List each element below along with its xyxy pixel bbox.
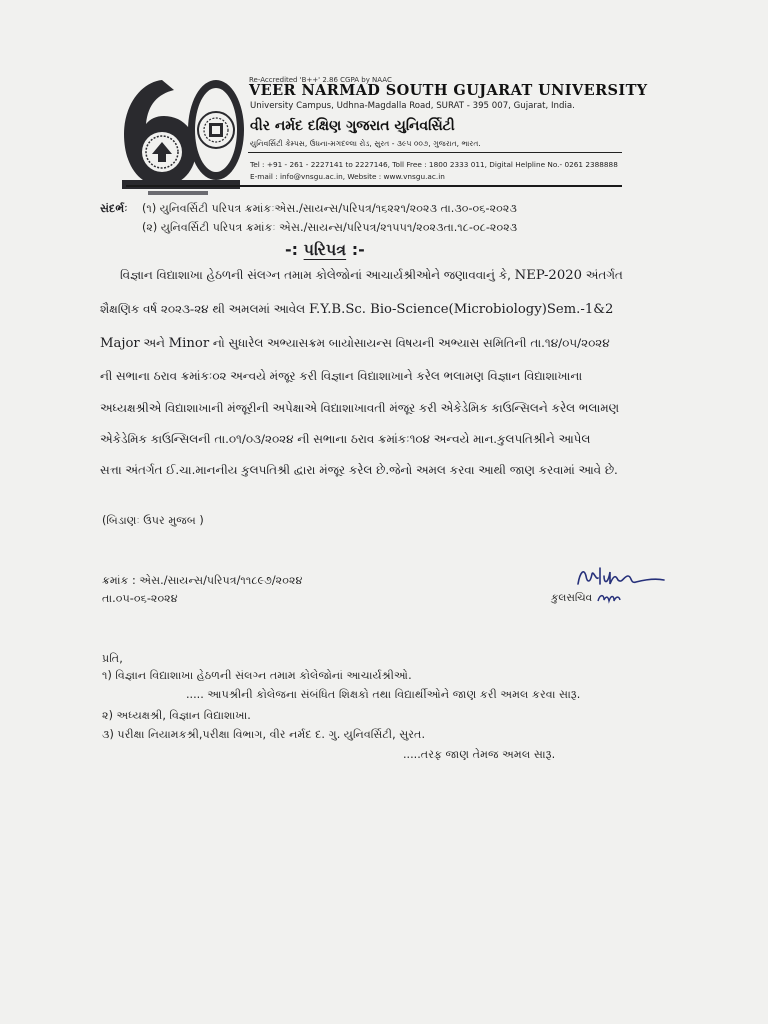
reference-label: સંદર્ભઃ [100,202,128,215]
body-line-3 [100,336,610,351]
title-text: પરિપત્ર [303,240,347,259]
recipient-1-note: ..... આપશ્રીની કોલેજના સંબંધિત શિક્ષકો તથા વિદ્યાર્થીઓને જાણ કરી અમલ કરવા સારૂ. [186,688,581,701]
registrar-signature [574,562,668,592]
order-date: તા.૦૫-૦૬-૨૦૨૪ [102,592,178,605]
body-line-2 [100,302,613,317]
body-line-1 [120,268,623,283]
body-line-4: ની સભાના ઠરાવ ક્રમાંકઃ૦૨ અન્વયે મંજૂર કરી વિજ્ઞાન વિદ્યાશાખાને કરેલ ભલામણ વિજ્ઞાન વિદ્યાશાખાના [100,369,583,383]
initials-mark [596,592,622,604]
university-60-years-logo [118,70,246,198]
body-text: F.Y.B.Sc. Bio-Science(Microbiology)Sem.-1&2 [308,302,614,317]
accreditation-text: Re-Accredited 'B++' 2.86 CGPA by NAAC [249,76,392,84]
body-text: નો સુધારેલ અભ્યાસક્રમ બાયોસાયન્સ વિષયની અભ્યાસ સમિતિની તા.૧૪/૦૫/૨૦૨૪ [212,336,610,350]
body-line-6: એકેડેમિક કાઉન્સિલની તા.૦૧/૦૩/૨૦૨૪ ની સભાના ઠરાવ ક્રમાંકઃ૧૦૪ અન્વયે માન.કુલપતિશ્રીને આપેલ [100,432,591,446]
recipient-3: ૩) પરીક્ષા નિયામકશ્રી,પરીક્ષા વિભાગ, વીર નર્મદ દ. ગુ. યુનિવર્સિટી, સુરત. [102,728,426,741]
contact-phone: Tel : +91 - 261 - 2227141 to 2227146, Toll Free : 1800 2333 011, Digital Helpline No.- 0261 2388888 [250,160,618,169]
header-bottom-rule [126,185,622,187]
contact-email: E-mail : info@vnsgu.ac.in, Website : www.vnsgu.ac.in [250,172,445,181]
recipient-2: ૨) અધ્યક્ષશ્રી, વિજ્ઞાન વિદ્યાશાખા. [102,709,251,722]
enclosure-note: (બિડાણઃ ઉપર મુજબ ) [102,514,204,527]
university-address-english: University Campus, Udhna-Magdalla Road, SURAT - 395 007, Gujarat, India. [250,101,575,111]
reference-1: (૧) યુનિવર્સિટી પરિપત્ર ક્રમાંકઃએસ./સાયન્સ/પરિપત્ર/૧૬૨૨૧/૨૦૨૩ તા.૩૦-૦૬-૨૦૨૩ [142,202,517,215]
recipient-3-note: .....તરફ જાણ તેમજ અમલ સારૂ. [403,748,556,761]
body-text: Major [100,336,140,351]
header-divider [248,152,622,153]
university-name-english: VEER NARMAD SOUTH GUJARAT UNIVERSITY [249,82,648,99]
order-number: ક્રમાંક : એસ./સાયન્સ/પરિપત્ર/૧૧૮૯૭/૨૦૨૪ [102,574,303,587]
signatory-title [551,592,622,605]
recipient-1: ૧) વિજ્ઞાન વિદ્યાશાખા હેઠળની સંલગ્ન તમામ કોલેજોનાં આચાર્યશ્રીઓ. [102,669,412,682]
circular-title [285,240,365,260]
body-text: અને [143,336,165,350]
title-suffix: :- [351,240,365,259]
body-line-5: અધ્યક્ષશ્રીએ વિદ્યાશાખાની મંજૂરીની અપેક્ષાએ વિદ્યાશાખાવતી મંજૂર કરી એકેડેમિક કાઉન્સિલને કરેલ ભલામણ [100,401,620,415]
body-text: અંતર્ગત [585,268,623,282]
body-text: NEP-2020 [514,268,582,283]
signatory-text: કુલસચિવ [551,592,593,604]
body-text: શૈક્ષણિક વર્ષ ૨૦૨૩-૨૪ થી અમલમાં આવેલ [100,302,306,316]
body-line-7: સત્તા અંતર્ગત ઈ.ચા.માનનીય કુલપતિશ્રી દ્વારા મંજૂર કરેલ છે.જેનો અમલ કરવા આથી જાણ કરવામાં આવે છે. [100,463,618,477]
to-label: પ્રતિ, [102,652,123,665]
title-prefix: -: [285,240,299,259]
reference-2: (૨) યુનિવર્સિટી પરિપત્ર ક્રમાંકઃ એસ./સાયન્સ/પરિપત્ર/૨૧૫૫૧/૨૦૨૩તા.૧૮-૦૮-૨૦૨૩ [142,221,518,234]
university-address-gujarati: યુનિવર્સિટી કેમ્પસ, ઉધના-મગદલ્લા રોડ, સુરત - ૩૯૫ ૦૦૭, ગુજરાત, ભારત. [250,139,481,148]
university-name-gujarati: વીર નર્મદ દક્ષિણ ગુજરાત યુનિવર્સિટી [250,118,455,134]
body-text: વિજ્ઞાન વિદ્યાશાખા હેઠળની સંલગ્ન તમામ કોલેજોનાં આચાર્યશ્રીઓને જણાવવાનું કે, [120,268,511,282]
body-text: Minor [168,336,210,351]
